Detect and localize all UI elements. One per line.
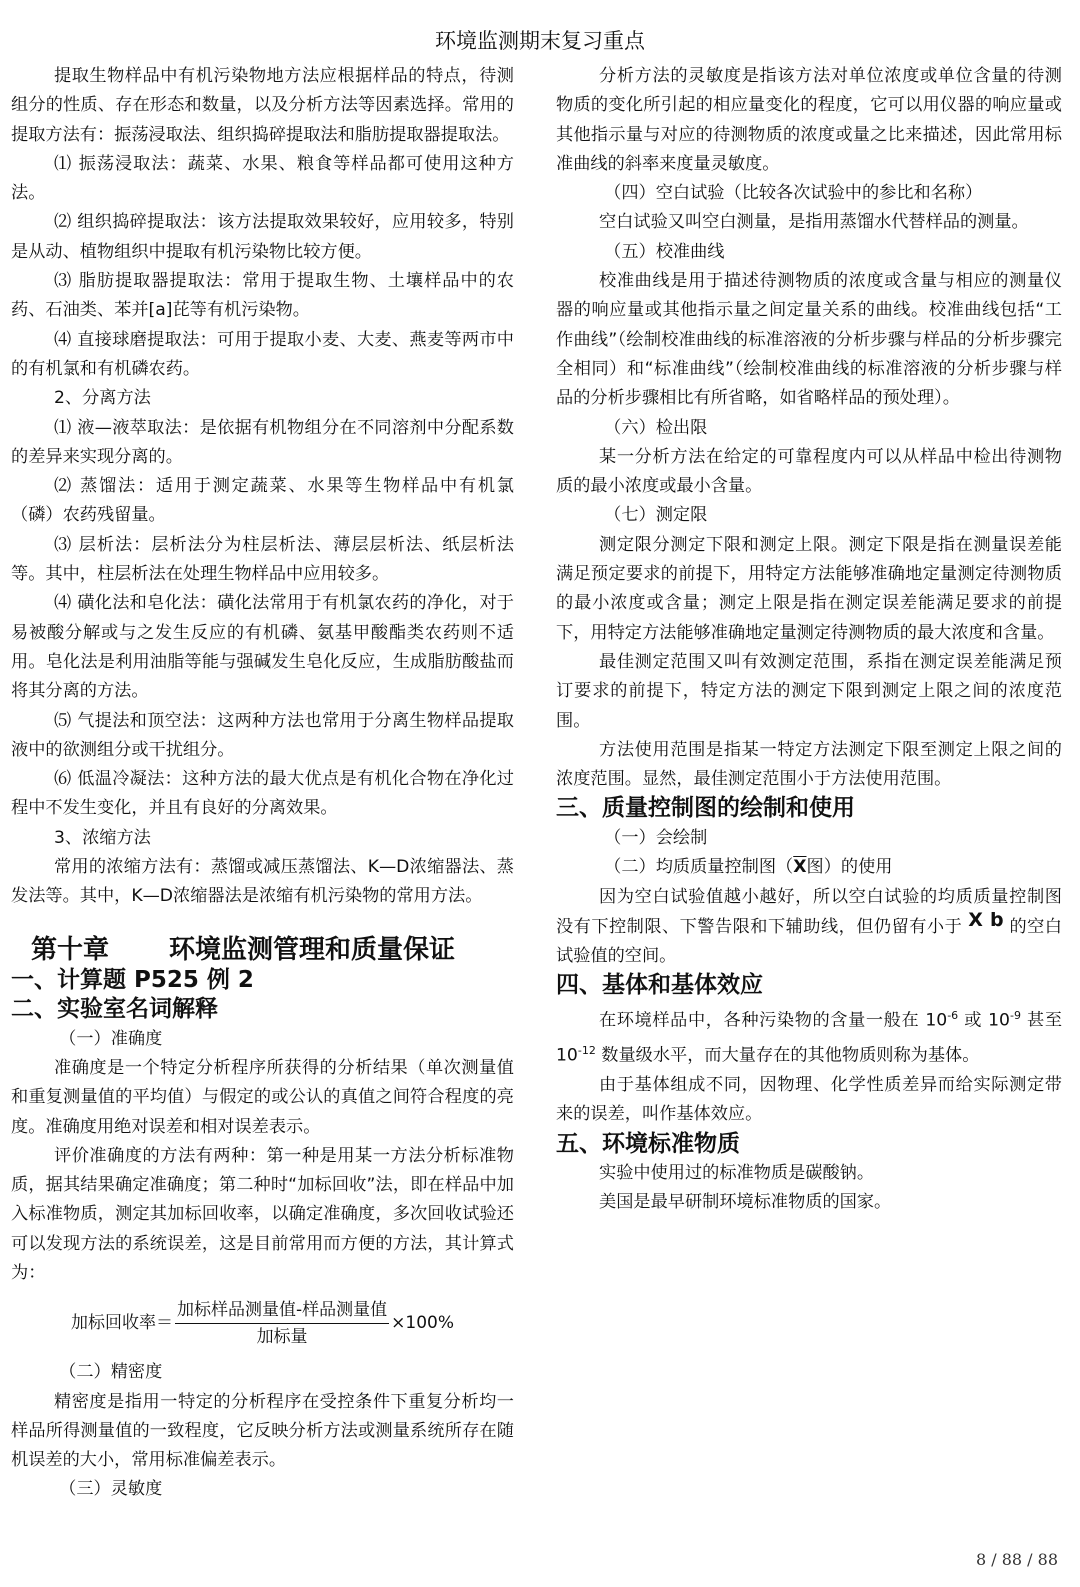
paragraph: 准确度是一个特定分析程序所获得的分析结果（单次测量值和重复测量值的平均值）与假定的或公认的真值之间符合程度的亮度。准确度用绝对误差和相对误差表示。 — [11, 1057, 514, 1137]
chapter-title: 环境监测管理和质量保证 — [169, 934, 456, 965]
chapter-number: 第十章 — [31, 934, 110, 965]
text-run: 数量级水平，而大量存在的其他物质则称为基体。 — [595, 1045, 980, 1066]
paragraph: 常用的浓缩方法有：蒸馏或减压蒸馏法、K—D浓缩器法、蒸发法等。其中，K—D浓缩器法是浓缩有机污染物的常用方法。 — [11, 857, 514, 907]
paragraph — [556, 883, 1062, 972]
exponent: -12 — [577, 1043, 596, 1057]
paragraph: 某一分析方法在给定的可靠程度内可以从样品中检出待测物质的最小浓度或最小含量。 — [556, 446, 1062, 497]
subsection-title: （一）准确度 — [59, 1028, 163, 1049]
paragraph: 方法使用范围是指某一特定方法测定下限至测定上限之间的浓度范围。显然，最佳测定范围小于方法使用范围。 — [556, 739, 1062, 790]
paragraph: 空白试验又叫空白测量，是指用蒸馏水代替样品的测量。 — [599, 212, 1029, 233]
formula-fraction — [175, 1299, 389, 1348]
text-run: 或 10 — [958, 1010, 1010, 1031]
subsection-title: （五）校准曲线 — [604, 241, 725, 262]
subsection-title: （七）测定限 — [604, 505, 708, 526]
paragraph: ⑴ 液—液萃取法：是依据有机物组分在不同溶剂中分配系数的差异来实现分离的。 — [11, 417, 514, 467]
exponent: -9 — [1009, 1008, 1021, 1022]
subsection-title: （二）精密度 — [59, 1362, 163, 1383]
subsection-title: （三）灵敏度 — [59, 1479, 163, 1500]
section-heading: 四、基体和基体效应 — [556, 972, 763, 999]
paragraph: ⑹ 低温冷凝法：这种方法的最大优点是有机化合物在净化过程中不发生变化，并且有良好的分离效果。 — [11, 769, 514, 819]
chapter-heading — [11, 934, 514, 966]
paragraph: ⑶ 层析法：层析法分为柱层析法、薄层层析法、纸层析法等。其中，柱层析法在处理生物样品中应用较多。 — [11, 534, 514, 585]
xb-symbol: X b — [968, 908, 1004, 931]
text-run: 甚至 10 — [556, 1010, 1063, 1066]
text-run: （二）均质质量控制图（ — [604, 857, 794, 878]
subsection-title — [556, 853, 1062, 882]
paragraph: 实验中使用过的标准物质是碳酸钠。 — [599, 1163, 875, 1184]
subsection-title: （四）空白试验（比较各次试验中的参比和名称） — [604, 183, 983, 204]
paragraph: 美国是最早研制环境标准物质的国家。 — [599, 1192, 892, 1213]
paragraph: ⑵ 组织捣碎提取法：该方法提取效果较好，应用较多，特别是从动、植物组织中提取有机污染物比较方便。 — [11, 212, 514, 262]
subsection-title: （六）检出限 — [604, 417, 708, 438]
paragraph: ⑸ 气提法和顶空法：这两种方法也常用于分离生物样品提取液中的欲测组分或干扰组分。 — [11, 710, 514, 760]
left-column — [11, 62, 514, 1505]
section-heading: 三、质量控制图的绘制和使用 — [556, 795, 855, 822]
subsection-title: 3、浓缩方法 — [54, 827, 151, 848]
paragraph: ⑵ 蒸馏法：适用于测定蔬菜、水果等生物样品中有机氯（磷）农药残留量。 — [11, 476, 514, 526]
formula-denominator: 加标量 — [256, 1326, 308, 1347]
subsection-title: （一）会绘制 — [604, 827, 708, 848]
paragraph: 评价准确度的方法有两种：第一种是用某一方法分析标准物质，据其结果确定准确度；第二种时“加标回收”法，即在样品中加入标准物质，测定其加标回收率，以确定准确度，多次回收试验还可以发现方法的系统误差，这是目前常用而方便的方法，其计算式为： — [11, 1145, 514, 1283]
section-heading: 二、实验室名词解释 — [11, 996, 218, 1023]
page-header: 环境监测期末复习重点 — [435, 29, 645, 53]
paragraph: ⑶ 脂肪提取器提取法：常用于提取生物、土壤样品中的农药、石油类、苯并[a]芘等有机污染物。 — [11, 271, 514, 321]
text-run: 图）的使用 — [806, 857, 893, 878]
paragraph: ⑴ 振荡浸取法：蔬菜、水果、粮食等样品都可使用这种方法。 — [11, 153, 514, 204]
paragraph: ⑷ 直接球磨提取法：可用于提取小麦、大麦、燕麦等两市中的有机氯和有机磷农药。 — [11, 329, 514, 379]
paragraph: 最佳测定范围又叫有效测定范围，系指在测定误差能满足预订要求的前提下，特定方法的测定下限到测定上限之间的浓度范围。 — [556, 651, 1062, 731]
formula-lhs: 加标回收率＝ — [71, 1312, 173, 1333]
formula-numerator: 加标样品测量值-样品测量值 — [175, 1299, 389, 1324]
paragraph — [556, 1001, 1062, 1071]
paragraph: 由于基体组成不同，因物理、化学性质差异而给实际测定带来的误差，叫作基体效应。 — [556, 1074, 1062, 1125]
text-run: 因为空白试验值越小越好，所以空白试验的均质质量控制图没有下控制限、下警告限和下辅助线，但仍留有小于 — [556, 886, 1062, 937]
paragraph: 测定限分测定下限和测定上限。测定下限是指在测量误差能满足预定要求的前提下，用特定方法能够准确地定量测定待测物质的最小浓度或含量；测定上限是指在测定误差能满足要求的前提下，用特定方法能够准确地定量测定待测物质的最大浓度和含量。 — [556, 534, 1062, 643]
page-number: 8 / 88 / 88 — [975, 1550, 1058, 1569]
section-heading: 一、计算题 P525 例 2 — [11, 966, 254, 993]
formula-rhs: ×100% — [391, 1312, 454, 1333]
paragraph: 提取生物样品中有机污染物地方法应根据样品的特点，待测组分的性质、存在形态和数量，以及分析方法等因素选择。常用的提取方法有：振荡浸取法、组织捣碎提取法和脂肪提取器提取法。 — [11, 66, 514, 145]
right-column — [556, 62, 1062, 1218]
paragraph: 分析方法的灵敏度是指该方法对单位浓度或单位含量的待测物质的变化所引起的相应量变化的程度，它可以用仪器的响应量或其他指示量与对应的待测物质的浓度或量之比来描述，因此常用标准曲线的斜率来度量灵敏度。 — [556, 66, 1062, 174]
subsection-title: 2、分离方法 — [54, 388, 151, 409]
text-run: 的空白试验值的空间。 — [556, 916, 1062, 967]
x-bar-symbol: $\overline{X}$ — [793, 857, 807, 878]
paragraph: 校准曲线是用于描述待测物质的浓度或含量与相应的测量仪器的响应量或其他指示量之间定量关系的曲线。校准曲线包括“工作曲线”（绘制校准曲线的标准溶液的分析步骤与样品的分析步骤完全相同）和“标准曲线”（绘制校准曲线的标准溶液的分析步骤与样品的分析步骤相比有所省略，如省略样品的预处理）。 — [556, 271, 1062, 409]
text-run: 在环境样品中，各种污染物的含量一般在 10 — [599, 1010, 948, 1031]
paragraph: ⑷ 磺化法和皂化法：磺化法常用于有机氯农药的净化，对于易被酸分解或与之发生反应的有机磷、氨基甲酸酯类农药则不适用。皂化法是利用油脂等能与强碱发生皂化反应，生成脂肪酸盐而将其分离的方法。 — [11, 593, 514, 702]
section-heading: 五、环境标准物质 — [556, 1130, 740, 1157]
recovery-rate-formula — [11, 1288, 514, 1358]
paragraph: 精密度是指用一特定的分析程序在受控条件下重复分析均一样品所得测量值的一致程度，它反映分析方法或测量系统所存在随机误差的大小，常用标准偏差表示。 — [11, 1391, 514, 1471]
exponent: -6 — [947, 1008, 959, 1022]
